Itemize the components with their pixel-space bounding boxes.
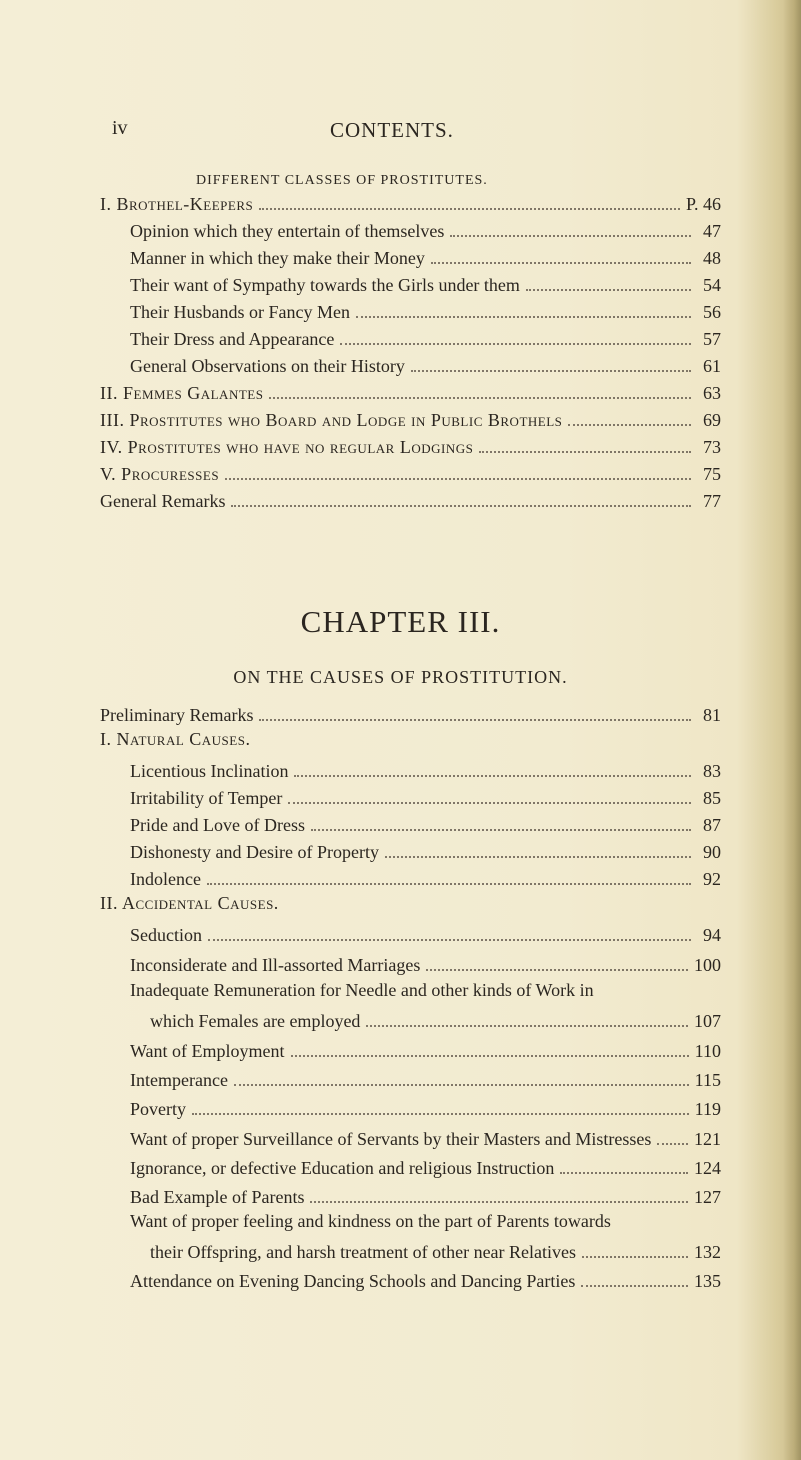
- toc-entry: [130, 1094, 721, 1120]
- dot-leader: [269, 390, 691, 399]
- dot-leader: [431, 255, 691, 264]
- toc-entry: [130, 810, 721, 836]
- toc-entry-page: 90: [703, 842, 721, 862]
- dot-leader: [259, 201, 680, 210]
- toc-entry: [130, 837, 721, 863]
- dot-leader: [366, 1018, 688, 1027]
- dot-leader: [426, 962, 688, 971]
- toc-entry: [150, 1237, 721, 1263]
- toc-entry-label: Bad Example of Parents: [130, 1187, 305, 1207]
- dot-leader: [231, 498, 691, 507]
- toc-entry-label: Indolence: [130, 869, 201, 889]
- toc-entry-label: Want of Employment: [130, 1041, 285, 1061]
- dot-leader: [385, 849, 691, 858]
- toc-entry-label: IV. Prostitutes who have no regular Lodgings: [100, 437, 474, 457]
- toc-entry: [150, 1006, 721, 1032]
- toc-entry-page: 47: [703, 221, 721, 241]
- toc-entry-page: 75: [703, 464, 721, 484]
- toc-entry-label: III. Prostitutes who Board and Lodge in Public Brothels: [100, 410, 563, 430]
- toc-entry-page: 69: [703, 410, 721, 430]
- toc-entry-page: 127: [694, 1187, 721, 1207]
- dot-leader: [225, 471, 691, 480]
- dot-leader: [657, 1136, 688, 1145]
- dot-leader: [411, 363, 691, 372]
- toc-entry-label: Inconsiderate and Ill-assorted Marriages: [130, 955, 421, 975]
- toc-entry: [130, 1124, 721, 1150]
- toc-entry-label: Their Husbands or Fancy Men: [130, 302, 350, 322]
- toc-entry: [100, 378, 721, 404]
- toc-entry: [130, 1036, 721, 1062]
- toc-entry-label: Attendance on Evening Dancing Schools and Dancing Parties: [130, 1271, 576, 1291]
- toc-subheading: II. Accidental Causes.: [100, 893, 279, 913]
- toc-entry: [130, 864, 721, 890]
- toc-entry: [130, 1153, 721, 1179]
- toc-entry-page: 57: [703, 329, 721, 349]
- toc-entry-page: 63: [703, 383, 721, 403]
- toc-entry: [130, 351, 721, 377]
- toc-entry: [100, 405, 721, 431]
- toc-entry-label: II. Femmes Galantes: [100, 383, 264, 403]
- toc-entry-label: Intemperance: [130, 1070, 228, 1090]
- toc-entry: [130, 1182, 721, 1208]
- toc-entry-label: General Remarks: [100, 491, 226, 511]
- toc-entry: [130, 920, 721, 946]
- toc-entry-page: 135: [694, 1271, 721, 1291]
- toc-entry-page: P. 46: [685, 194, 721, 214]
- dot-leader: [560, 1165, 688, 1174]
- toc-entry-page: 85: [703, 788, 721, 808]
- toc-entry-page: 115: [694, 1070, 721, 1090]
- dot-leader: [581, 1278, 688, 1287]
- dot-leader: [479, 444, 691, 453]
- toc-entry-label: V. Procuresses: [100, 464, 220, 484]
- toc-entry-page: 132: [694, 1242, 721, 1262]
- toc-entry-label: I. Brothel-Keepers: [100, 194, 254, 214]
- toc-entry-label: Poverty: [130, 1099, 186, 1119]
- dot-leader: [310, 1194, 688, 1203]
- toc-entry: [130, 950, 721, 976]
- dot-leader: [582, 1249, 688, 1258]
- toc-entry-label: Their want of Sympathy towards the Girls under them: [130, 275, 520, 295]
- toc-entry-label: General Observations on their History: [130, 356, 405, 376]
- toc-entry: [100, 700, 721, 726]
- toc-entry-page: 107: [694, 1011, 721, 1031]
- toc-entry: [100, 189, 721, 215]
- toc-entry-label: their Offspring, and harsh treatment of other near Relatives: [150, 1242, 577, 1262]
- toc-entry-page: 92: [703, 869, 721, 889]
- toc-entry: [130, 243, 721, 269]
- dot-leader: [208, 932, 691, 941]
- dot-leader: [568, 417, 691, 426]
- toc-entry-label: Manner in which they make their Money: [130, 248, 425, 268]
- dot-leader: [340, 336, 691, 345]
- chapter-subtitle: ON THE CAUSES OF PROSTITUTION.: [233, 667, 568, 687]
- dot-leader: [526, 282, 691, 291]
- dot-leader: [207, 876, 691, 885]
- page-number: iv: [112, 117, 128, 139]
- running-head: CONTENTS.: [330, 118, 454, 142]
- toc-entry-page: 77: [703, 491, 721, 511]
- dot-leader: [192, 1106, 689, 1115]
- toc-subheading: I. Natural Causes.: [100, 729, 251, 749]
- section-heading: DIFFERENT CLASSES OF PROSTITUTES.: [196, 173, 488, 188]
- toc-entry-page: 73: [703, 437, 721, 457]
- toc-entry-page: 83: [703, 761, 721, 781]
- toc-entry-label: Seduction: [130, 925, 202, 945]
- toc-entry-page: 100: [694, 955, 721, 975]
- toc-entry-page: 48: [703, 248, 721, 268]
- toc-entry-label: Irritability of Temper: [130, 788, 283, 808]
- dot-leader: [259, 712, 691, 721]
- toc-entry-label: Ignorance, or defective Education and religious Instruction: [130, 1158, 555, 1178]
- toc-entry-page: 56: [703, 302, 721, 322]
- toc-entry-page: 124: [694, 1158, 721, 1178]
- toc-entry: [100, 486, 721, 512]
- dot-leader: [234, 1077, 689, 1086]
- dot-leader: [311, 822, 691, 831]
- dot-leader: [294, 768, 691, 777]
- toc-entry-label: which Females are employed: [150, 1011, 361, 1031]
- toc-entry-page: 87: [703, 815, 721, 835]
- toc-entry-page: 94: [703, 925, 721, 945]
- toc-entry-page: 121: [694, 1129, 721, 1149]
- toc-entry: [130, 297, 721, 323]
- toc-entry: [130, 783, 721, 809]
- page-edge-shadow: [783, 0, 801, 1460]
- toc-entry-label-continued: Inadequate Remuneration for Needle and other kinds of Work in: [130, 980, 594, 1000]
- toc-entry: [130, 324, 721, 350]
- toc-entry-page: 54: [703, 275, 721, 295]
- toc-entry-page: 61: [703, 356, 721, 376]
- toc-entry-page: 110: [694, 1041, 721, 1061]
- dot-leader: [356, 309, 691, 318]
- toc-entry-label: Opinion which they entertain of themselves: [130, 221, 445, 241]
- toc-entry-label: Their Dress and Appearance: [130, 329, 335, 349]
- toc-entry: [130, 1065, 721, 1091]
- toc-entry: [130, 270, 721, 296]
- dot-leader: [288, 795, 691, 804]
- toc-entry-label: Preliminary Remarks: [100, 705, 254, 725]
- toc-entry: [100, 459, 721, 485]
- toc-entry: [130, 1266, 721, 1292]
- toc-entry-label: Dishonesty and Desire of Property: [130, 842, 379, 862]
- toc-entry-label-continued: Want of proper feeling and kindness on the part of Parents towards: [130, 1211, 611, 1231]
- dot-leader: [450, 228, 691, 237]
- toc-entry: [130, 216, 721, 242]
- toc-entry: [100, 432, 721, 458]
- toc-entry-label: Want of proper Surveillance of Servants by their Masters and Mistresses: [130, 1129, 652, 1149]
- toc-entry-label: Licentious Inclination: [130, 761, 289, 781]
- toc-entry-page: 81: [703, 705, 721, 725]
- toc-entry-label: Pride and Love of Dress: [130, 815, 305, 835]
- toc-entry-page: 119: [694, 1099, 721, 1119]
- chapter-title: CHAPTER III.: [300, 604, 501, 639]
- dot-leader: [291, 1048, 689, 1057]
- toc-entry: [130, 756, 721, 782]
